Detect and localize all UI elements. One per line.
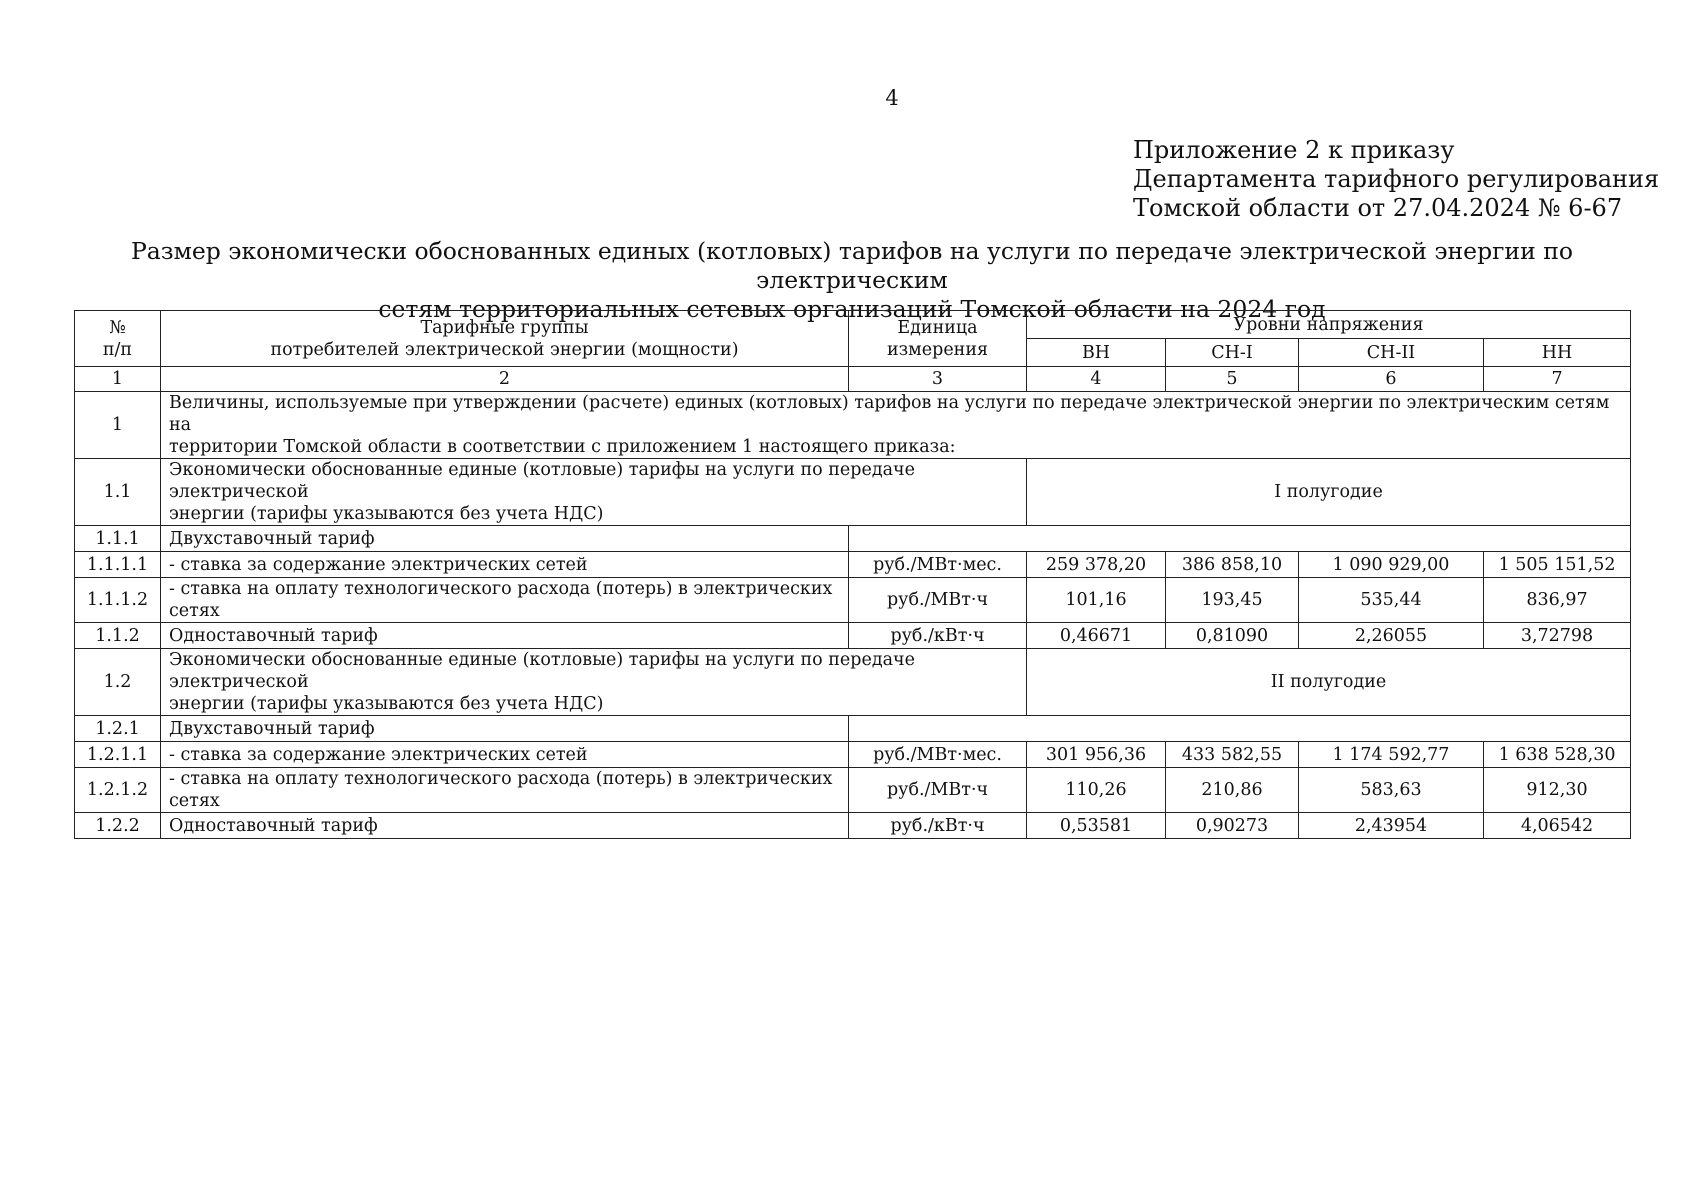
value-nn: 836,97 <box>1484 578 1631 623</box>
empty-cell <box>849 716 1631 742</box>
value-vn: 110,26 <box>1027 768 1166 813</box>
header-num <box>75 311 161 367</box>
header-group-line-2: потребителей электрической энергии (мощности) <box>270 339 739 360</box>
row-unit: руб./МВт·мес. <box>849 552 1027 578</box>
value-sn1: 433 582,55 <box>1166 742 1299 768</box>
value-vn: 0,53581 <box>1027 813 1166 839</box>
table-row <box>75 716 1631 742</box>
row-number: 1 <box>75 392 161 459</box>
header-sn1: СН-I <box>1166 339 1299 367</box>
block-text-line-1: Экономически обоснованные единые (котловые) тарифы на услуги по передаче электрической <box>169 650 915 692</box>
row-unit: руб./кВт·ч <box>849 623 1027 649</box>
table-row <box>75 768 1631 813</box>
appendix-line-1: Приложение 2 к приказу <box>1133 136 1455 164</box>
row-number: 1.1.1.1 <box>75 552 161 578</box>
value-sn2: 1 090 929,00 <box>1299 552 1484 578</box>
block-text-line-1: Экономически обоснованные единые (котловые) тарифы на услуги по передаче электрической <box>169 460 915 502</box>
block-row <box>75 649 1631 716</box>
header-unit-line-2: измерения <box>886 339 989 360</box>
value-nn: 4,06542 <box>1484 813 1631 839</box>
section-text-line-2: территории Томской области в соответствии с приложением 1 настоящего приказа: <box>169 437 956 457</box>
table-row <box>75 813 1631 839</box>
value-vn: 259 378,20 <box>1027 552 1166 578</box>
header-num-line-2: п/п <box>102 339 133 360</box>
row-number: 1.1.1 <box>75 526 161 552</box>
row-unit: руб./МВт·ч <box>849 768 1027 813</box>
table-row <box>75 578 1631 623</box>
row-label: Двухставочный тариф <box>161 716 849 742</box>
period-label: II полугодие <box>1027 649 1631 716</box>
title-line-1: Размер экономически обоснованных единых (котловых) тарифов на услуги по передаче электрической энергии по электрическим <box>130 237 1574 294</box>
row-number: 1.1 <box>75 459 161 526</box>
col-number: 5 <box>1166 367 1299 392</box>
section-text <box>161 392 1631 459</box>
header-sn2: СН-II <box>1299 339 1484 367</box>
page-number: 4 <box>885 86 899 110</box>
value-vn: 301 956,36 <box>1027 742 1166 768</box>
header-nn: НН <box>1484 339 1631 367</box>
value-sn2: 2,26055 <box>1299 623 1484 649</box>
row-unit: руб./кВт·ч <box>849 813 1027 839</box>
value-sn1: 0,90273 <box>1166 813 1299 839</box>
col-number: 4 <box>1027 367 1166 392</box>
value-vn: 101,16 <box>1027 578 1166 623</box>
value-nn: 1 638 528,30 <box>1484 742 1631 768</box>
table-row <box>75 526 1631 552</box>
col-number: 3 <box>849 367 1027 392</box>
row-number: 1.2.1.2 <box>75 768 161 813</box>
value-sn1: 193,45 <box>1166 578 1299 623</box>
value-vn: 0,46671 <box>1027 623 1166 649</box>
row-label: - ставка на оплату технологического расхода (потерь) в электрических сетях <box>161 768 849 813</box>
col-number: 7 <box>1484 367 1631 392</box>
value-nn: 1 505 151,52 <box>1484 552 1631 578</box>
tariff-table <box>74 310 1631 839</box>
row-label: Одноставочный тариф <box>161 623 849 649</box>
period-label: I полугодие <box>1027 459 1631 526</box>
row-label: - ставка за содержание электрических сетей <box>161 552 849 578</box>
row-number: 1.2.1 <box>75 716 161 742</box>
section-row <box>75 392 1631 459</box>
column-numbers-row <box>75 367 1631 392</box>
header-num-line-1: № <box>109 317 126 338</box>
value-nn: 3,72798 <box>1484 623 1631 649</box>
value-sn1: 210,86 <box>1166 768 1299 813</box>
appendix-line-3: Томской области от 27.04.2024 № 6-67 <box>1133 194 1623 222</box>
row-label: Одноставочный тариф <box>161 813 849 839</box>
appendix-reference <box>1133 136 1659 223</box>
col-number: 1 <box>75 367 161 392</box>
empty-cell <box>849 526 1631 552</box>
header-unit <box>849 311 1027 367</box>
row-number: 1.2 <box>75 649 161 716</box>
title-line-2: сетям территориальных сетевых организаций Томской области на 2024 год <box>378 295 1326 323</box>
header-unit-line-1: Единица <box>897 317 978 338</box>
header-vn: ВН <box>1027 339 1166 367</box>
block-text <box>161 649 1027 716</box>
value-nn: 912,30 <box>1484 768 1631 813</box>
row-unit: руб./МВт·ч <box>849 578 1027 623</box>
header-group-line-1: Тарифные группы <box>420 317 589 338</box>
block-text-line-2: энергии (тарифы указываются без учета НДС) <box>169 694 604 714</box>
row-label: - ставка на оплату технологического расхода (потерь) в электрических сетях <box>161 578 849 623</box>
value-sn2: 583,63 <box>1299 768 1484 813</box>
value-sn2: 2,43954 <box>1299 813 1484 839</box>
table-row <box>75 623 1631 649</box>
row-label: Двухставочный тариф <box>161 526 849 552</box>
row-unit: руб./МВт·мес. <box>849 742 1027 768</box>
value-sn1: 386 858,10 <box>1166 552 1299 578</box>
row-number: 1.1.1.2 <box>75 578 161 623</box>
table-row <box>75 552 1631 578</box>
appendix-line-2: Департамента тарифного регулирования <box>1133 165 1660 193</box>
col-number: 6 <box>1299 367 1484 392</box>
row-label: - ставка за содержание электрических сетей <box>161 742 849 768</box>
value-sn1: 0,81090 <box>1166 623 1299 649</box>
row-number: 1.1.2 <box>75 623 161 649</box>
row-number: 1.2.1.1 <box>75 742 161 768</box>
section-text-line-1: Величины, используемые при утверждении (расчете) единых (котловых) тарифов на услуги по передаче электрической энергии по электрическим сетям на <box>169 393 1610 435</box>
header-row <box>75 311 1631 339</box>
value-sn2: 535,44 <box>1299 578 1484 623</box>
table-row <box>75 742 1631 768</box>
header-group <box>161 311 849 367</box>
header-voltage-levels: Уровни напряжения <box>1027 311 1631 339</box>
block-text-line-2: энергии (тарифы указываются без учета НДС) <box>169 504 604 524</box>
block-row <box>75 459 1631 526</box>
row-number: 1.2.2 <box>75 813 161 839</box>
block-text <box>161 459 1027 526</box>
value-sn2: 1 174 592,77 <box>1299 742 1484 768</box>
col-number: 2 <box>161 367 849 392</box>
